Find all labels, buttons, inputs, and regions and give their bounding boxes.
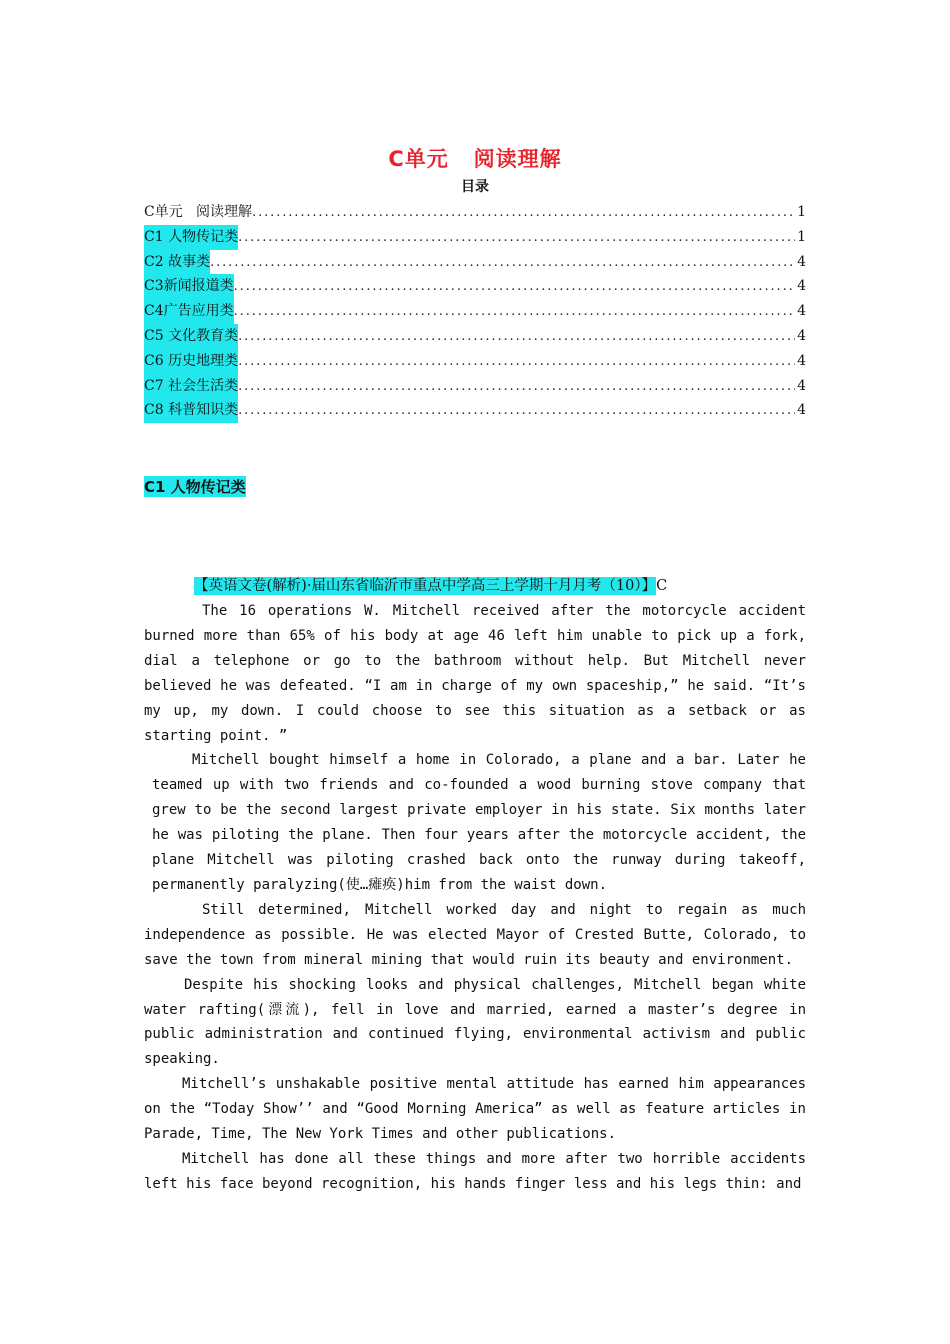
toc-entry-label: C8 科普知识类 <box>144 398 238 423</box>
document-title: C单元 阅读理解 <box>388 147 562 171</box>
toc-entry[interactable] <box>144 349 806 374</box>
toc-entry[interactable] <box>144 398 806 423</box>
passage-paragraph: Mitchell’s unshakable positive mental attitude has earned him appearances on the “Today Show’’ and “Good Morning America” as well as feature articles in Parade, Time, The New York Times and other publications. <box>144 1076 806 1143</box>
toc-leader-dots <box>234 300 795 324</box>
toc-entry[interactable] <box>144 225 806 250</box>
toc-entry-page: 4 <box>797 327 806 344</box>
passage-paragraph: The 16 operations W. Mitchell received after the motorcycle accident burned more than 65% of his body at age 46 left him unable to pick up a fork, dial a telephone or go to the bathroom without help. But Mitchell never believed he was defeated. “I am in charge of my own spaceship,” he said. “It’s my up, my down. I could choose to see this situation as a setback or as starting point. ” <box>144 603 806 744</box>
toc-entry-page: 4 <box>797 377 806 394</box>
toc-leader-dots <box>238 325 795 349</box>
section-heading: C1 人物传记类 <box>144 478 246 496</box>
toc-entry-label: C单元 阅读理解 <box>144 204 253 220</box>
toc-entry-page: 4 <box>797 352 806 369</box>
toc-entry[interactable] <box>144 274 806 299</box>
toc-entry-label: C1 人物传记类 <box>144 225 238 250</box>
toc-entry-label: C2 故事类 <box>144 250 210 275</box>
toc-leader-dots <box>234 275 795 299</box>
table-of-contents <box>144 200 806 423</box>
toc-leader-dots <box>238 350 795 374</box>
source-label: 【英语文卷(解析)·届山东省临沂市重点中学高三上学期十月月考（10）】 <box>194 578 657 594</box>
toc-entry[interactable] <box>144 250 806 275</box>
answer-letter: C <box>656 578 668 594</box>
source-citation <box>194 575 667 597</box>
toc-leader-dots <box>252 201 795 225</box>
toc-entry-label: C3新闻报道类 <box>144 274 234 299</box>
toc-entry-page: 1 <box>797 204 806 220</box>
toc-heading: 目录 <box>461 179 489 195</box>
toc-entry[interactable] <box>144 374 806 399</box>
passage-paragraph: Mitchell bought himself a home in Colorado, a plane and a bar. Later he teamed up with two friends and co-founded a wood burning stove company that grew to be the second largest private employer in his state. Six months later he was piloting the plane. Then four years after the motorcycle accident, the plane Mitchell was piloting crashed back onto the runway during takeoff, permanently paralyzing(使…瘫痪)him from the waist down. <box>152 752 806 893</box>
toc-leader-dots <box>238 226 795 250</box>
toc-entry-page: 4 <box>797 278 806 295</box>
toc-leader-dots <box>238 399 795 423</box>
toc-leader-dots <box>210 251 795 275</box>
toc-entry-page: 4 <box>797 253 806 270</box>
passage-paragraph: Still determined, Mitchell worked day and night to regain as much independence as possible. He was elected Mayor of Crested Butte, Colorado, to save the town from mineral mining that would ruin its beauty and environment. <box>144 901 806 968</box>
toc-leader-dots <box>238 375 795 399</box>
reading-passage <box>144 599 806 1197</box>
toc-entry-label: C4广告应用类 <box>144 299 234 324</box>
toc-entry-page: 4 <box>797 303 806 320</box>
toc-entry-page: 4 <box>797 402 806 419</box>
toc-entry[interactable] <box>144 324 806 349</box>
toc-entry-page: 1 <box>797 228 806 245</box>
toc-entry-label: C5 文化教育类 <box>144 324 238 349</box>
toc-entry-label: C7 社会生活类 <box>144 374 238 399</box>
toc-entry[interactable] <box>144 200 806 225</box>
passage-paragraph: Mitchell has done all these things and more after two horrible accidents left his face beyond recognition, his hands finger less and his legs thin: and <box>144 1150 806 1192</box>
passage-paragraph: Despite his shocking looks and physical challenges, Mitchell began white water rafting(漂流), fell in love and married, earned a master’s degree in public administration and continued flying, environmental activism and public speaking. <box>144 976 806 1068</box>
toc-entry-label: C6 历史地理类 <box>144 349 238 374</box>
toc-entry[interactable] <box>144 299 806 324</box>
